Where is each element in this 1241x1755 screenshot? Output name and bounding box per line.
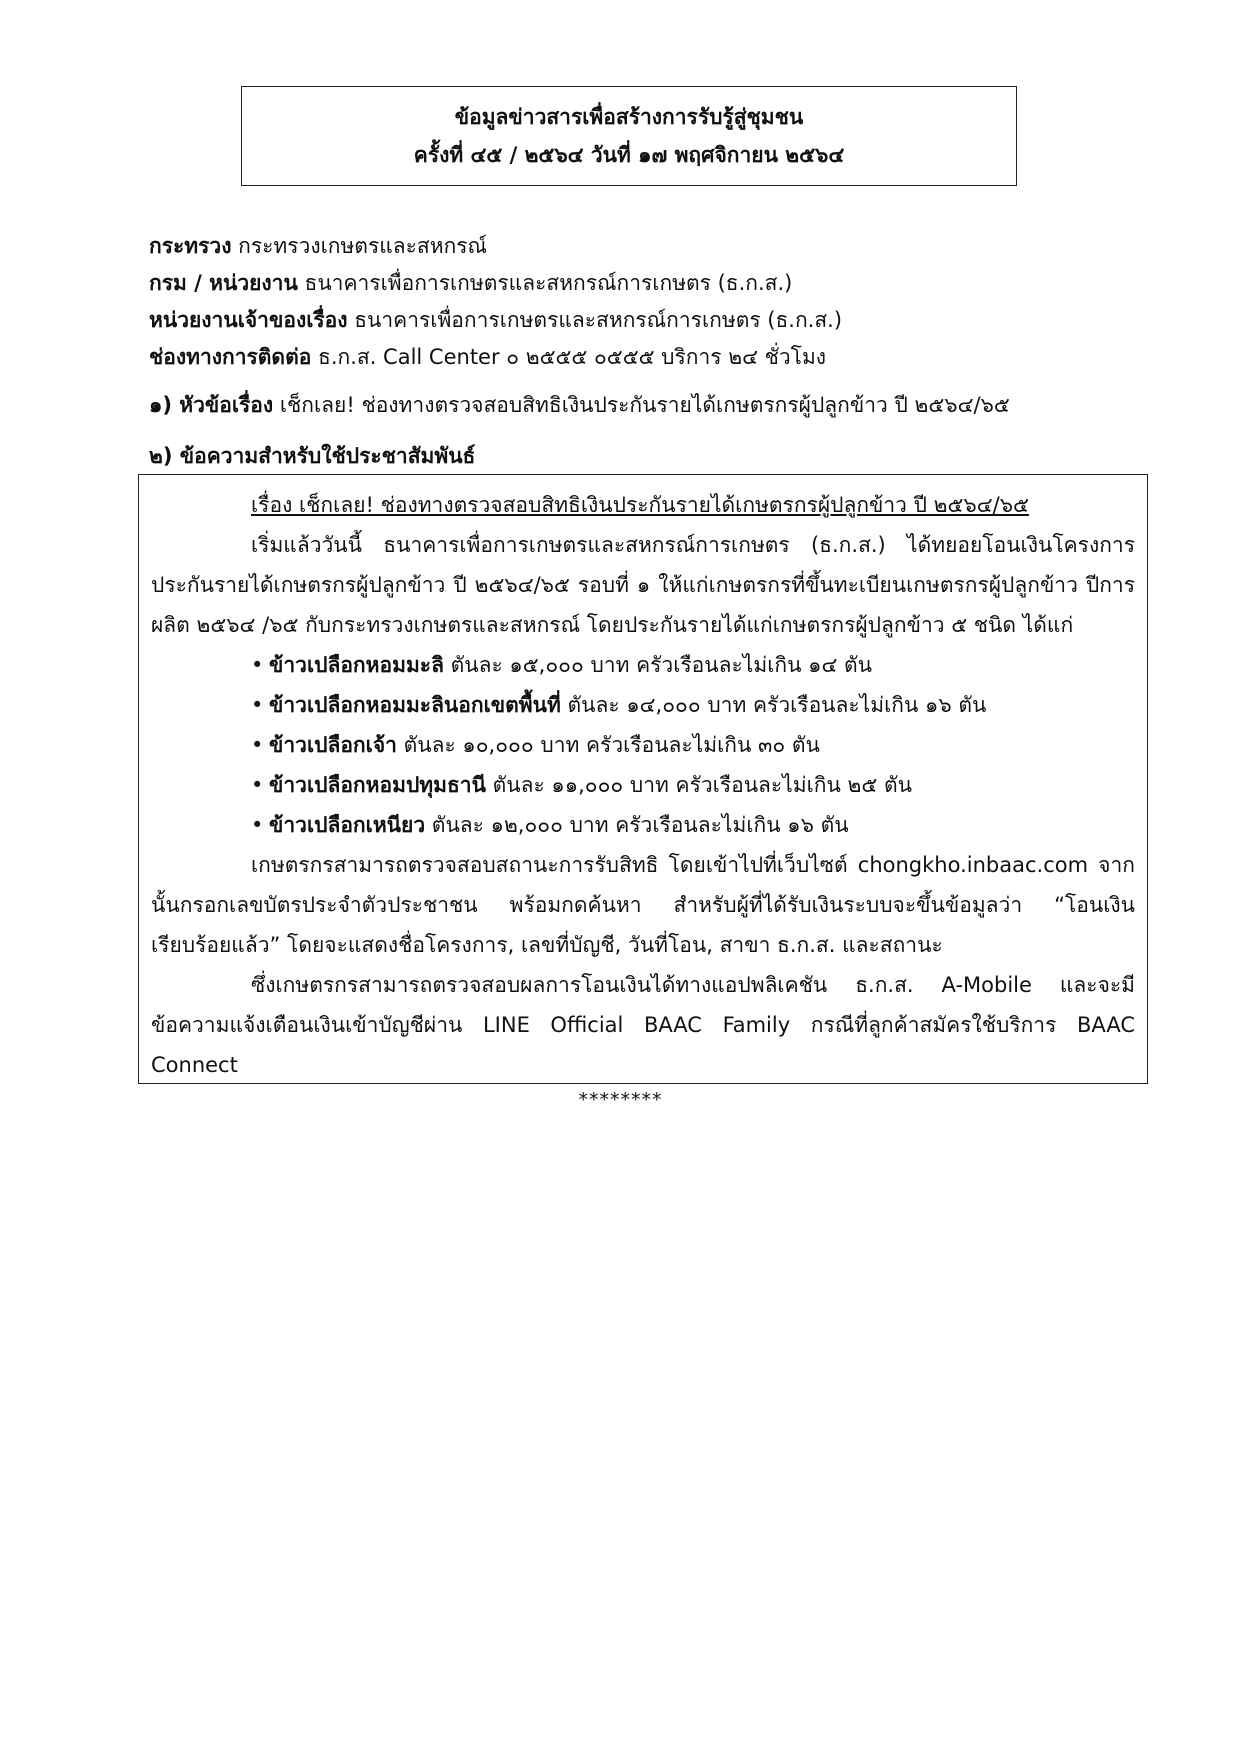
- rice-type: ข้าวเปลือกเหนียว: [269, 813, 426, 837]
- ministry-value: กระทรวงเกษตรและสหกรณ์: [231, 234, 488, 258]
- list-item: [251, 765, 1135, 805]
- ministry-row: [149, 228, 1109, 265]
- department-row: [149, 265, 1109, 302]
- list-item: [251, 805, 1135, 845]
- meta-info: [149, 228, 1109, 376]
- rice-type: ข้าวเปลือกเจ้า: [269, 733, 397, 757]
- rice-detail: ตันละ ๑๒,๐๐๐ บาท ครัวเรือนละไม่เกิน ๑๖ ตัน: [425, 813, 849, 837]
- department-value: ธนาคารเพื่อการเกษตรและสหกรณ์การเกษตร (ธ.ก.ส.): [297, 271, 793, 295]
- topic-value: เช็กเลย! ช่องทางตรวจสอบสิทธิเงินประกันรายได้เกษตรกรผู้ปลูกข้าว ปี ๒๕๖๔/๖๕: [273, 393, 1010, 417]
- rice-detail: ตันละ ๑๔,๐๐๐ บาท ครัวเรือนละไม่เกิน ๑๖ ตัน: [560, 693, 987, 717]
- rice-type: ข้าวเปลือกหอมมะลินอกเขตพื้นที่: [269, 693, 561, 717]
- bullet-icon: •: [251, 653, 264, 677]
- ministry-label: กระทรวง: [149, 234, 232, 258]
- department-label: กรม / หน่วยงาน: [149, 271, 298, 295]
- bullet-icon: •: [251, 693, 264, 717]
- intro-paragraph: เริ่มแล้ววันนี้ ธนาคารเพื่อการเกษตรและสหกรณ์การเกษตร (ธ.ก.ส.) ได้ทยอยโอนเงินโครงการประกันรายได้เกษตรกรผู้ปลูกข้าว ปี ๒๕๖๔/๖๕ รอบที่ ๑ ให้แก่เกษตรกรที่ขึ้นทะเบียนเกษตรกรผู้ปลูกข้าว ปีการผลิต ๒๕๖๔ /๖๕ กับกระทรวงเกษตรและสหกรณ์ โดยประกันรายได้แก่เกษตรกรผู้ปลูกข้าว ๕ ชนิด ได้แก่: [151, 533, 1135, 637]
- contact-value: ธ.ก.ส. Call Center ๐ ๒๕๕๕ ๐๕๕๕ บริการ ๒๔ ชั่วโมง: [311, 345, 827, 369]
- owner-row: [149, 302, 1109, 339]
- bullet-icon: •: [251, 733, 264, 757]
- header-issue-date: ครั้งที่ ๔๕ / ๒๕๖๔ วันที่ ๑๗ พฤศจิกายน ๒๕๖๔: [413, 143, 845, 167]
- contact-label: ช่องทางการติดต่อ: [149, 345, 312, 369]
- press-release-box: [138, 474, 1148, 1084]
- app-notification-paragraph: ซึ่งเกษตรกรสามารถตรวจสอบผลการโอนเงินได้ทางแอปพลิเคชัน ธ.ก.ส. A-Mobile และจะมีข้อความแจ้งเตือนเงินเข้าบัญชีผ่าน LINE Official BAAC Family กรณีที่ลูกค้าสมัครใช้บริการ BAAC Connect: [151, 973, 1135, 1077]
- bullet-icon: •: [251, 813, 264, 837]
- list-item: [251, 645, 1135, 685]
- end-marker: ********: [578, 1089, 663, 1111]
- list-item: [251, 725, 1135, 765]
- rice-detail: ตันละ ๑๑,๐๐๐ บาท ครัวเรือนละไม่เกิน ๒๕ ตัน: [485, 773, 912, 797]
- story-title: เรื่อง เช็กเลย! ช่องทางตรวจสอบสิทธิเงินประกันรายได้เกษตรกรผู้ปลูกข้าว ปี ๒๕๖๔/๖๕: [251, 493, 1029, 517]
- check-status-paragraph: เกษตรกรสามารถตรวจสอบสถานะการรับสิทธิ โดยเข้าไปที่เว็บไซต์ chongkho.inbaac.com จากนั้นกรอกเลขบัตรประจำตัวประชาชน พร้อมกดค้นหา สำหรับผู้ที่ได้รับเงินระบบจะขึ้นข้อมูลว่า “โอนเงินเรียบร้อยแล้ว” โดยจะแสดงชื่อโครงการ, เลขที่บัญชี, วันที่โอน, สาขา ธ.ก.ส. และสถานะ: [151, 853, 1135, 957]
- rice-type: ข้าวเปลือกหอมปทุมธานี: [269, 773, 486, 797]
- header-box: [241, 86, 1017, 186]
- owner-value: ธนาคารเพื่อการเกษตรและสหกรณ์การเกษตร (ธ.ก.ส.): [347, 308, 843, 332]
- topic-label: ๑) หัวข้อเรื่อง: [149, 393, 274, 417]
- owner-label: หน่วยงานเจ้าของเรื่อง: [149, 308, 348, 332]
- section2-heading: ๒) ข้อความสำหรับใช้ประชาสัมพันธ์: [149, 444, 476, 468]
- rice-list: [151, 645, 1135, 845]
- topic-row: [149, 387, 1010, 424]
- bullet-icon: •: [251, 773, 264, 797]
- contact-row: [149, 339, 1109, 376]
- list-item: [251, 685, 1135, 725]
- rice-detail: ตันละ ๑๐,๐๐๐ บาท ครัวเรือนละไม่เกิน ๓๐ ตัน: [396, 733, 820, 757]
- rice-type: ข้าวเปลือกหอมมะลิ: [269, 653, 444, 677]
- rice-detail: ตันละ ๑๕,๐๐๐ บาท ครัวเรือนละไม่เกิน ๑๔ ตัน: [443, 653, 873, 677]
- header-title: ข้อมูลข่าวสารเพื่อสร้างการรับรู้สู่ชุมชน: [454, 105, 804, 129]
